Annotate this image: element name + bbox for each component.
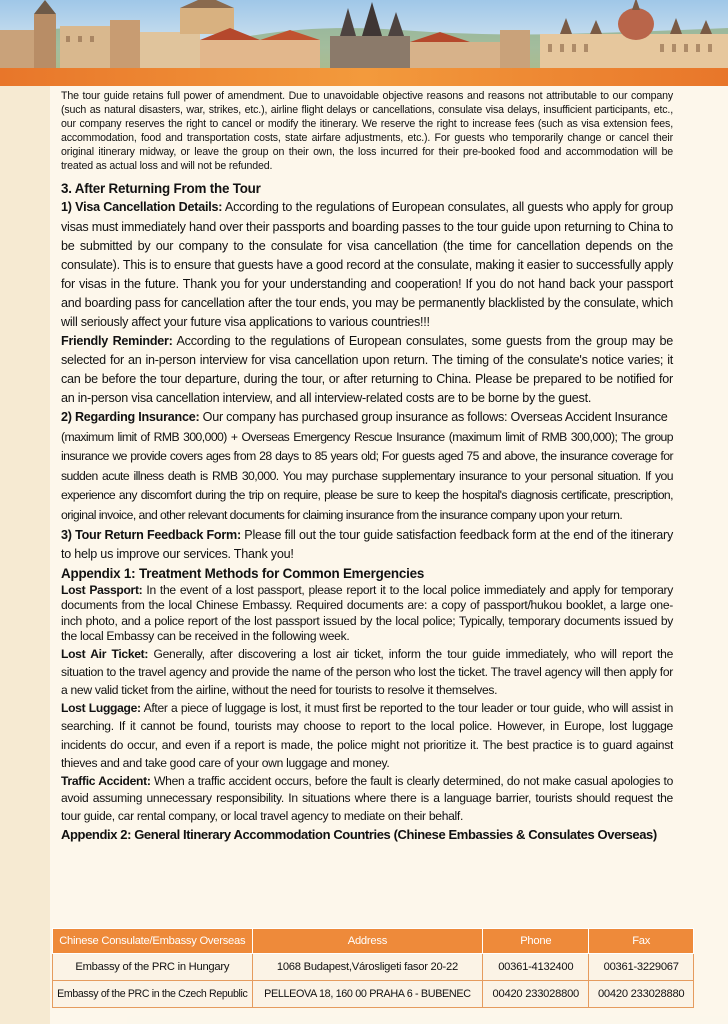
table-header-row bbox=[53, 929, 694, 954]
embassy-phone-cell: 00420 233028800 bbox=[483, 981, 589, 1008]
traffic-accident-paragraph bbox=[61, 773, 673, 826]
visa-cancellation-text: According to the regulations of European consulates, all guests who apply for group visas must immediately hand over their passports and boarding passes to the tour guide upon returning to China to be submitted by our company to the consulate for visa cancellation (the time for cancellation depends on the consulate). This is to ensure that guests have a good record at the consulate, making it easier to successfully apply for visas in the future. Thank you for your understanding and cooperation! If you do not hand back your passport and boarding pass for cancellation after the tour ends, you may be permanently blacklisted by the consulate, which will seriously affect your future visa applications to various countries!!! bbox=[61, 200, 674, 329]
embassy-name-cell: Embassy of the PRC in the Czech Republic bbox=[53, 981, 253, 1008]
column-header-address: Address bbox=[252, 929, 483, 954]
lost-luggage-label: Lost Luggage: bbox=[61, 700, 141, 715]
insurance-label: 2) Regarding Insurance: bbox=[61, 410, 200, 425]
lost-passport-text: In the event of a lost passport, please report it to the local police immediately and apply for temporary documents from the local Chinese Embassy. Required documents are: a copy of passport/hukou booklet, a large one-inch photo, and a police report of the lost passport issued by the local police; Typically, temporary documents issued by the local Embassy can be received in the following week. bbox=[61, 582, 674, 644]
insurance-text-lead: Our company has purchased group insurance as follows: Overseas Accident Insurance bbox=[199, 410, 668, 425]
feedback-text: Please fill out the tour guide satisfaction feedback form at the end of the itinerary to help us improve our services. Thank you! bbox=[61, 527, 674, 561]
lost-luggage-text: After a piece of luggage is lost, it must first be reported to the tour leader or tour guide, who will assist in searching. If it cannot be found, tourists may choose to report to the local police. However, in Europe, lost luggage incidents do occur, and even if a report is made, the police might not prioritize it. The best practice is to guard against thieves and and take good care of your own luggage and money. bbox=[61, 700, 674, 771]
table-row bbox=[53, 981, 694, 1008]
table-row bbox=[53, 954, 694, 981]
insurance-paragraph bbox=[61, 408, 673, 427]
appendix1-heading: Appendix 1: Treatment Methods for Common Emergencies bbox=[61, 565, 425, 581]
lost-ticket-text: Generally, after discovering a lost air ticket, inform the tour guide immediately, who will report the situation to the travel agency and provide the name of the person who lost the ticket. The travel agency will then apply for a new valid ticket from the airline, without the need for tourists to resolve it themselves. bbox=[61, 646, 673, 697]
header-banner bbox=[0, 0, 728, 86]
lost-ticket-paragraph bbox=[61, 645, 673, 699]
embassy-address-cell: 1068 Budapest,Városligeti fasor 20-22 bbox=[252, 954, 483, 981]
lost-luggage-paragraph bbox=[61, 699, 673, 773]
embassy-phone-cell: 00361-4132400 bbox=[483, 954, 589, 981]
friendly-reminder-paragraph bbox=[61, 332, 673, 408]
feedback-paragraph bbox=[61, 526, 673, 564]
lost-passport-paragraph bbox=[61, 583, 673, 645]
embassy-table bbox=[52, 928, 694, 1008]
appendix2-heading: Appendix 2: General Itinerary Accommodation Countries (Chinese Embassies & Consulates Overseas) bbox=[61, 827, 657, 843]
section-heading-after-return: 3. After Returning From the Tour bbox=[61, 181, 261, 197]
embassy-name-cell: Embassy of the PRC in Hungary bbox=[53, 954, 253, 981]
insurance-paragraph-details: (maximum limit of RMB 300,000) + Overseas Emergency Rescue Insurance (maximum limit of RMB 300,000); The group insurance we provide covers ages from 28 days to 85 years old; For guests aged 75 and above, the insurance coverage for sudden acute illness death is RMB 30,000. You may purchase supplementary insurance to your personal situation. If you experience any discomfort during the trip on require, please be sure to keep the hospital's diagnosis certificate, prescription, original invoice, and other relevant documents for claiming insurance from the insurance company upon your return. bbox=[61, 429, 673, 522]
column-header-consulate: Chinese Consulate/Embassy Overseas bbox=[53, 929, 253, 954]
friendly-reminder-label: Friendly Reminder: bbox=[61, 334, 173, 349]
embassy-fax-cell: 00420 233028880 bbox=[589, 981, 694, 1008]
visa-cancellation-label: 1) Visa Cancellation Details: bbox=[61, 200, 223, 215]
orange-header-band bbox=[0, 68, 728, 86]
column-header-fax: Fax bbox=[589, 929, 694, 954]
traffic-accident-text: When a traffic accident occurs, before the fault is clearly determined, do not make casual apologies to avoid assuming unnecessary responsibility. In situations where there is a language barrier, tourists should request the tour guide, car rental company, or local travel agency to mediate on their behalf. bbox=[61, 773, 673, 823]
lost-passport-label: Lost Passport: bbox=[61, 582, 143, 597]
visa-cancellation-paragraph bbox=[61, 198, 673, 332]
embassy-address-cell: PELLEOVA 18, 160 00 PRAHA 6 - BUBENEC bbox=[252, 981, 483, 1008]
lost-ticket-label: Lost Air Ticket: bbox=[61, 646, 149, 661]
feedback-label: 3) Tour Return Feedback Form: bbox=[61, 527, 241, 542]
document-body bbox=[61, 90, 673, 844]
traffic-accident-label: Traffic Accident: bbox=[61, 773, 151, 788]
embassy-fax-cell: 00361-3229067 bbox=[589, 954, 694, 981]
amendment-notice: The tour guide retains full power of amendment. Due to unavoidable objective reasons and reasons not attributable to our company (such as natural disasters, war, strikes, etc.), airline flight delays or cancellations, consulate visa delays, insufficient participants, etc., our company reserves the right to cancel or modify the itinerary. We reserve the right to increase fees (such as visa extension fees, accommodation, food and transportation costs, state airfare adjustments, etc.). For guests who temporarily change or cancel their original itinerary midway, or leave the group on their own, the loss incurred for their pre-booked food and accommodation will be treated as actual loss and will not be refunded. bbox=[61, 90, 673, 172]
friendly-reminder-text: According to the regulations of European consulates, some guests from the group may be selected for an in-person interview for visa cancellation upon return. The timing of the consulate's notice varies; it can be before the tour departure, during the tour, or after returning to China. Please be prepared to be notified for an in-person visa cancellation interview, and all interview-related costs are to be borne by the guest. bbox=[61, 334, 673, 406]
column-header-phone: Phone bbox=[483, 929, 589, 954]
